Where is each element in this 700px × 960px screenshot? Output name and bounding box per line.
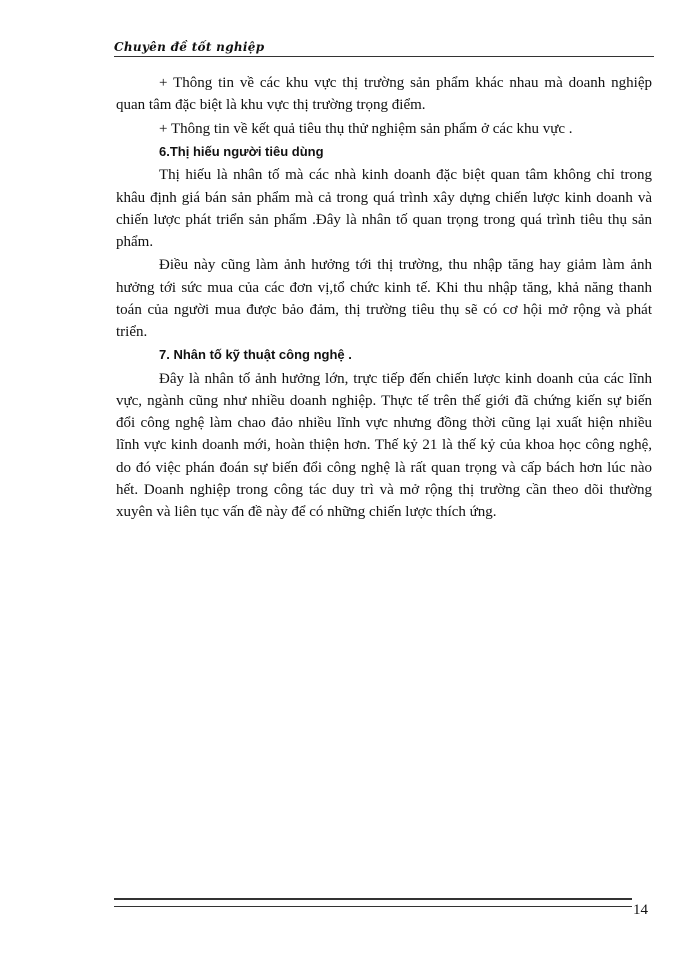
page-header [114,38,654,57]
document-body [116,72,652,524]
header-title: Chuyên đề tốt nghiệp [114,40,265,54]
footer-divider [114,898,632,907]
paragraph-technology: Đây là nhân tố ảnh hưởng lớn, trực tiếp đến chiến lược kinh doanh của các lĩnh vực, ngành cũng như nhiều doanh nghiệp. Thực tế trên thế giới đã chứng kiến sự biến đổi công nghệ làm chao đảo nhiều lĩnh vực nhưng đồng thời cũng lại xuất hiện nhiều lĩnh vực kinh doanh mới, hoàn thiện hơn. Thế kỷ 21 là thế kỷ của khoa học công nghệ, do đó việc phán đoán sự biến đổi công nghệ là rất quan trọng và cấp bách hơn lúc nào hết. Doanh nghiệp trong công tác duy trì và mở rộng thị trường cần theo dõi thường xuyên và liên tục vấn đề này để có những chiến lược thích ứng. [116,370,652,520]
page-number: 14 [633,902,648,918]
paragraph-market-info: + Thông tin về các khu vực thị trường sản phẩm khác nhau mà doanh nghiệp quan tâm đặc biệt là khu vực thị trường trọng điểm. [116,75,652,114]
section-heading-technology: 7. Nhân tố kỹ thuật công nghệ . [159,347,352,363]
paragraph-income-effect: Điều này cũng làm ảnh hưởng tới thị trường, thu nhập tăng hay giảm làm ảnh hưởng tới sức mua của các đơn vị,tổ chức kinh tế. Khi thu nhập tăng, khả năng thanh toán của người mua được bảo đảm, thị trường tiêu thụ sẽ có cơ hội mở rộng và phát triển. [116,257,652,340]
section-heading-consumer-taste: 6.Thị hiếu người tiêu dùng [159,143,324,159]
paragraph-consumer-taste: Thị hiếu là nhân tố mà các nhà kinh doanh đặc biệt quan tâm không chỉ trong khâu định giá bán sản phẩm mà cả trong quá trình xây dựng chiến lược kinh doanh và chiến lược phát triển sản phẩm .Đây là nhân tố quan trọng trong quá trình tiêu thụ sản phẩm. [116,167,652,250]
paragraph-test-sales-info: + Thông tin về kết quả tiêu thụ thử nghiệm sản phẩm ở các khu vực . [159,120,573,137]
